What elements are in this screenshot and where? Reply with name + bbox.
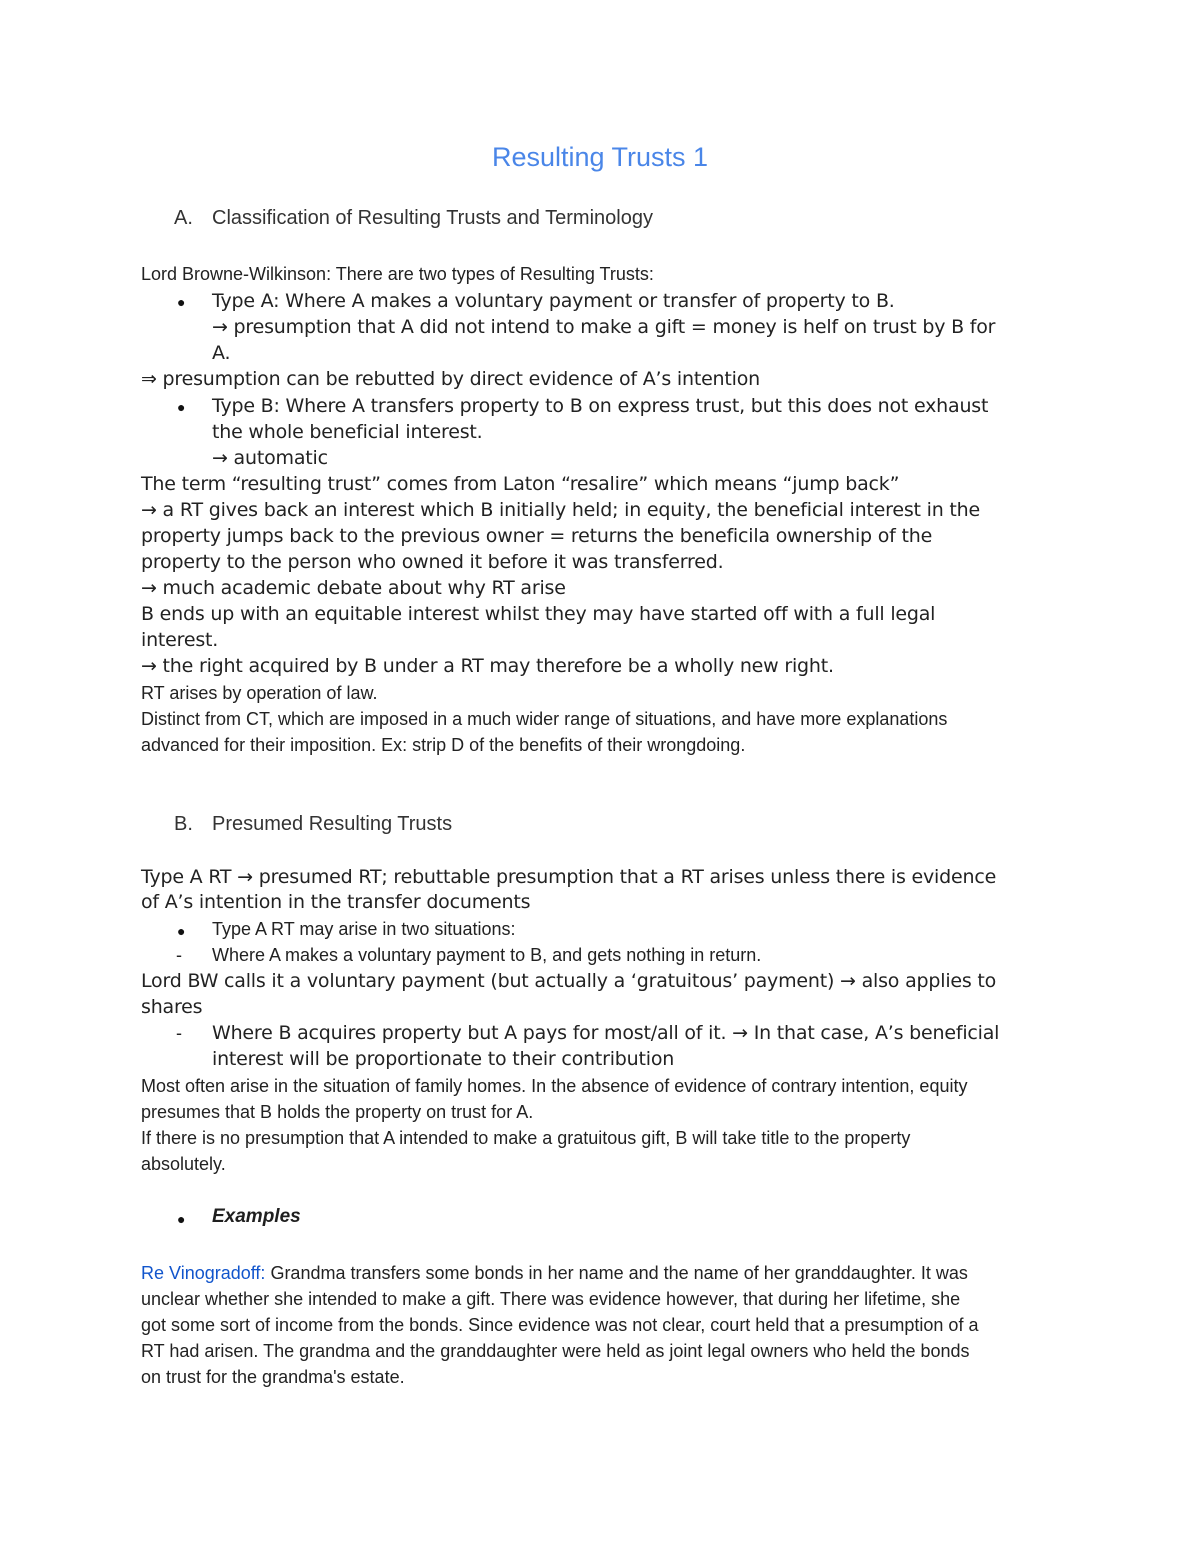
page-title: Resulting Trusts 1 <box>491 142 709 172</box>
line-a-11: property to the person who owned it before it was transferred. <box>141 551 724 573</box>
case-line-3: on trust for the grandma's estate. <box>141 1367 405 1387</box>
bullet-icon: ● <box>177 399 186 415</box>
line-b-11: absolutely. <box>141 1154 226 1174</box>
line-a-2: → presumption that A did not intend to make a gift = money is helf on trust by B for <box>212 316 996 338</box>
case-line-0: unclear whether she intended to make a gift. There was evidence however, that during her lifetime, she <box>141 1289 961 1309</box>
line-b-6: Where B acquires property but A pays for most/all of it. → In that case, A’s beneficial <box>212 1022 1000 1044</box>
case-line-1: got some sort of income from the bonds. Since evidence was not clear, court held that a presumption of a <box>141 1315 979 1335</box>
line-a-13: B ends up with an equitable interest whilst they may have started off with a full legal <box>141 603 936 625</box>
line-a-6: the whole beneficial interest. <box>212 421 483 443</box>
section-b-marker: B. <box>174 813 193 835</box>
line-b-5: shares <box>141 996 203 1018</box>
section-a-heading: Classification of Resulting Trusts and Terminology <box>212 207 653 229</box>
line-b-9: presumes that B holds the property on trust for A. <box>141 1102 534 1122</box>
line-a-14: interest. <box>141 629 219 651</box>
line-a-12: → much academic debate about why RT arise <box>141 577 566 599</box>
line-b-4: Lord BW calls it a voluntary payment (but actually a ‘gratuitous’ payment) → also applies to <box>141 970 997 992</box>
line-b-2: Type A RT may arise in two situations: <box>212 919 516 939</box>
line-a-8: The term “resulting trust” comes from Laton “resalire” which means “jump back” <box>141 473 900 495</box>
line-a-17: Distinct from CT, which are imposed in a much wider range of situations, and have more explanations <box>141 709 948 729</box>
examples-label: Examples <box>212 1206 301 1227</box>
line-b-7: interest will be proportionate to their contribution <box>212 1048 675 1070</box>
line-a-4: ⇒ presumption can be rebutted by direct evidence of A’s intention <box>141 368 760 390</box>
line-a-9: → a RT gives back an interest which B initially held; in equity, the beneficial interest in the <box>141 499 980 521</box>
bullet-icon: ● <box>177 1211 186 1227</box>
dash-marker: - <box>176 945 182 965</box>
line-b-10: If there is no presumption that A intended to make a gratuitous gift, B will take title to the property <box>141 1128 911 1148</box>
case-name-link[interactable]: Re Vinogradoff: <box>141 1263 266 1283</box>
section-b-heading: Presumed Resulting Trusts <box>212 813 453 835</box>
line-a-18: advanced for their imposition. Ex: strip D of the benefits of their wrongdoing. <box>141 735 746 755</box>
line-a-7: → automatic <box>212 447 328 469</box>
line-b-1: of A’s intention in the transfer documents <box>141 891 531 913</box>
line-a-1: Type A: Where A makes a voluntary payment or transfer of property to B. <box>212 290 895 312</box>
case-line-2: RT had arisen. The grandma and the granddaughter were held as joint legal owners who held the bonds <box>141 1341 970 1361</box>
bullet-icon: ● <box>177 294 186 310</box>
line-b-3: Where A makes a voluntary payment to B, and gets nothing in return. <box>212 945 762 965</box>
case-paragraph-first-line <box>141 1263 968 1284</box>
case-first-line-text: Grandma transfers some bonds in her name and the name of her granddaughter. It was <box>265 1263 968 1283</box>
line-a-5: Type B: Where A transfers property to B on express trust, but this does not exhaust <box>212 395 989 417</box>
line-a-0: Lord Browne-Wilkinson: There are two types of Resulting Trusts: <box>141 264 654 284</box>
bullet-icon: ● <box>177 923 186 939</box>
line-a-10: property jumps back to the previous owner = returns the beneficila ownership of the <box>141 525 933 547</box>
line-a-3: A. <box>212 342 231 364</box>
dash-marker: - <box>176 1023 182 1043</box>
section-a-marker: A. <box>174 207 193 229</box>
line-b-0: Type A RT → presumed RT; rebuttable presumption that a RT arises unless there is evidence <box>141 866 997 888</box>
line-a-15: → the right acquired by B under a RT may therefore be a wholly new right. <box>141 655 834 677</box>
line-b-8: Most often arise in the situation of family homes. In the absence of evidence of contrary intention, equity <box>141 1076 968 1096</box>
line-a-16: RT arises by operation of law. <box>141 683 378 703</box>
